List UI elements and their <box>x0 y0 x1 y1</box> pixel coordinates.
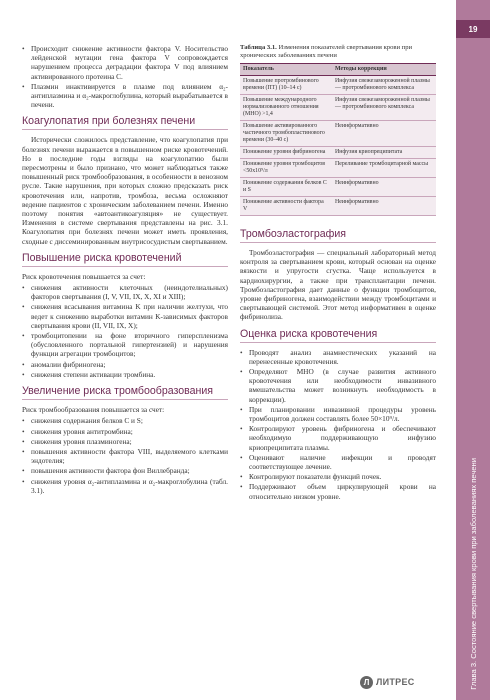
table-cell: Повышение протромбинового времени (ПТ) (10–14 с) <box>240 76 332 95</box>
list-item: • Проводят анализ анамнестических указаний на перенесенные кровотечения. <box>240 348 436 366</box>
heading-rule <box>22 399 228 400</box>
table-cell: Неинформативно <box>332 178 436 197</box>
list-item: • Поддерживают объем циркулирующей крови на относительно низком уровне. <box>240 482 436 500</box>
table-cell: Понижение активности фактора V <box>240 197 332 216</box>
section-heading-thrombosis-risk: Увеличение риска тромбообразования <box>22 385 214 398</box>
litres-logo-icon: Л <box>360 676 373 689</box>
section-heading-bleeding-risk: Повышение риска кровотечений <box>22 251 182 264</box>
section-lead: Риск кровотечения повышается за счет: <box>22 271 146 281</box>
section-lead: Риск тромбообразования повышается за счет: <box>22 405 165 415</box>
table-row <box>240 159 436 178</box>
table-cell: Инфузия свежезамороженной плазмы — протромбинового комплекса <box>332 76 436 95</box>
table-cell: Инфузия свежезамороженной плазмы — протромбинового комплекса <box>332 95 436 121</box>
table-cell: Неинформативно <box>332 197 436 216</box>
table-cell: Понижение уровня фибриногена <box>240 147 332 159</box>
section-heading-coagulopathy: Коагулопатия при болезнях печени <box>22 115 196 128</box>
list-item: • снижения степени активации тромбина. <box>22 370 228 379</box>
page-number: 19 <box>456 20 490 38</box>
list-item: • Оценивают наличие инфекции и проводят соответствующее лечение. <box>240 453 436 471</box>
list-item: • снижения всасывания витамина K при наличии желтухи, что ведет к снижению выработки витамин K-зависимых факторов свертывания крови (II, VII, IX, X); <box>22 302 228 330</box>
list-item: • аномалии фибриногена; <box>22 360 228 369</box>
section-paragraph: Исторически сложилось представление, что коагулопатия при болезнях печени выражается в повышенном риске кровотечений. Но в последние годы взгляды на коагулопатию были пересмотрены и было признано, что может наблюдаться также повышенный риск тромбообразования, в особенности в венозном русле. Такие нарушения, при которых сложно предсказать риск кровотечения или, напротив, тромбоза, весьма осложняют ведение пациентов с хроническим заболеванием печени. Именно поэтому понятия «автоантикоагуляция» не существует. Изменения в системе свертывания представлены на рис. 3.1. Коагулопатия при болезнях печени может иметь проявления, сходные с диссеминированным внутрисосудистым свертыванием. <box>22 135 228 246</box>
table-row <box>240 197 436 216</box>
heading-rule <box>22 129 228 130</box>
list-item: • тромбоцитопении на фоне вторичного гиперспленизма (обусловленного портальной гипертензией) и нарушения функции агрегации тромбоцитов; <box>22 331 228 359</box>
list-item: • снижения уровня плазминогена; <box>22 437 228 446</box>
table-row <box>240 178 436 197</box>
list-item: • повышения активности фактора фон Виллебранда; <box>22 466 228 475</box>
list-item: • Происходит снижение активности фактора V. Носительство лейденской мутации гена фактора V сопровождается нарушением процесса деградации фактора V под влиянием активированного протеина С. <box>22 44 228 81</box>
table-cell: Понижение уровня тромбоцитов <50x10⁹/л <box>240 159 332 178</box>
intro-list <box>22 44 228 109</box>
table-header-row <box>240 64 436 76</box>
table-cell: Повышение международного нормализованного отношения (МНО) >1,4 <box>240 95 332 121</box>
heading-rule <box>22 266 228 267</box>
left-column <box>22 44 228 499</box>
list-item: • снижения содержания белков C и S; <box>22 416 228 425</box>
list-item: • При планировании инвазивной процедуры уровень тромбоцитов должен составлять более 50×10⁹/л. <box>240 405 436 423</box>
list-item: • снижения уровня α₂-антиплазмина и α₂-макроглобулина (табл. 3.1). <box>22 477 228 495</box>
section-heading-bleeding-assessment: Оценка риска кровотечения <box>240 327 378 340</box>
table-row <box>240 121 436 147</box>
list-item: • снижения активности клеточных (неиндотелиальных) факторов свертывания (I, V, VII, IX, X, XI и XIII); <box>22 283 228 301</box>
chapter-side-title-text: Глава 3. Состояние свертывания крови при заболеваниях печени <box>468 458 478 690</box>
list-item: • Контролируют уровень фибриногена и обеспечивают необходимую поддерживающую инфузию криопреципитата плазмы. <box>240 424 436 452</box>
right-column <box>240 44 436 505</box>
chapter-side-title <box>461 40 485 690</box>
table-cell: Неинформативно <box>332 121 436 147</box>
section-heading-thromboelastography: Тромбоэластография <box>240 228 346 240</box>
heading-rule <box>240 342 436 343</box>
table-row <box>240 147 436 159</box>
table-caption-label: Таблица 3.1. <box>240 44 277 51</box>
list-item: • повышения активности фактора VIII, выделяемого клетками эндотелия; <box>22 447 228 465</box>
list-item: • Определяют МНО (в случае развития активного кровотечения или необходимости инвазивного вмешательства может возникнуть необходимость в коррекции). <box>240 367 436 404</box>
table-header-cell: Показатель <box>240 64 332 76</box>
table-cell: Понижение содержания белков C и S <box>240 178 332 197</box>
table-cell: Инфузия криопреципитата <box>332 147 436 159</box>
litres-logo <box>360 674 438 690</box>
table-caption <box>240 44 436 60</box>
bleeding-assessment-list <box>240 348 436 501</box>
bleeding-risk-list <box>22 283 228 379</box>
list-item: • Контролируют показатели функций почек. <box>240 472 436 481</box>
table-cell: Переливание тромбоцитарной массы <box>332 159 436 178</box>
table-caption-text: Изменения показателей свертывания крови при хронических заболеваниях печени <box>240 44 413 59</box>
section-paragraph: Тромбоэластография — специальный лабораторный метод контроля за свертыванием крови, который основан на оценке вязкости и упругости сгустка. Чаще используется в кардиохирургии, а также при трансплантации печени. Тромбоэластография дает данные о функции тромбоцитов, уровне фибриногена, взаимодействии между тромбоцитами и свертывающей системой. Этот метод информативен в оценке фибринолиза. <box>240 248 436 322</box>
table-cell: Повышение активированного частичного тромбопластинового времени (30–40 с) <box>240 121 332 147</box>
list-item: • снижения уровня антитромбина; <box>22 427 228 436</box>
heading-rule <box>240 242 436 243</box>
table-row <box>240 76 436 95</box>
thrombosis-risk-list <box>22 416 228 495</box>
list-item: • Плазмин инактивируется в плазме под влиянием α₂-антиплазмина и α₂-макроглобулина, который вырабатывается в печени. <box>22 82 228 110</box>
table-row <box>240 95 436 121</box>
coagulation-table <box>240 63 436 216</box>
litres-logo-text: ЛИТРЕС <box>376 677 415 687</box>
table-header-cell: Методы коррекции <box>332 64 436 76</box>
